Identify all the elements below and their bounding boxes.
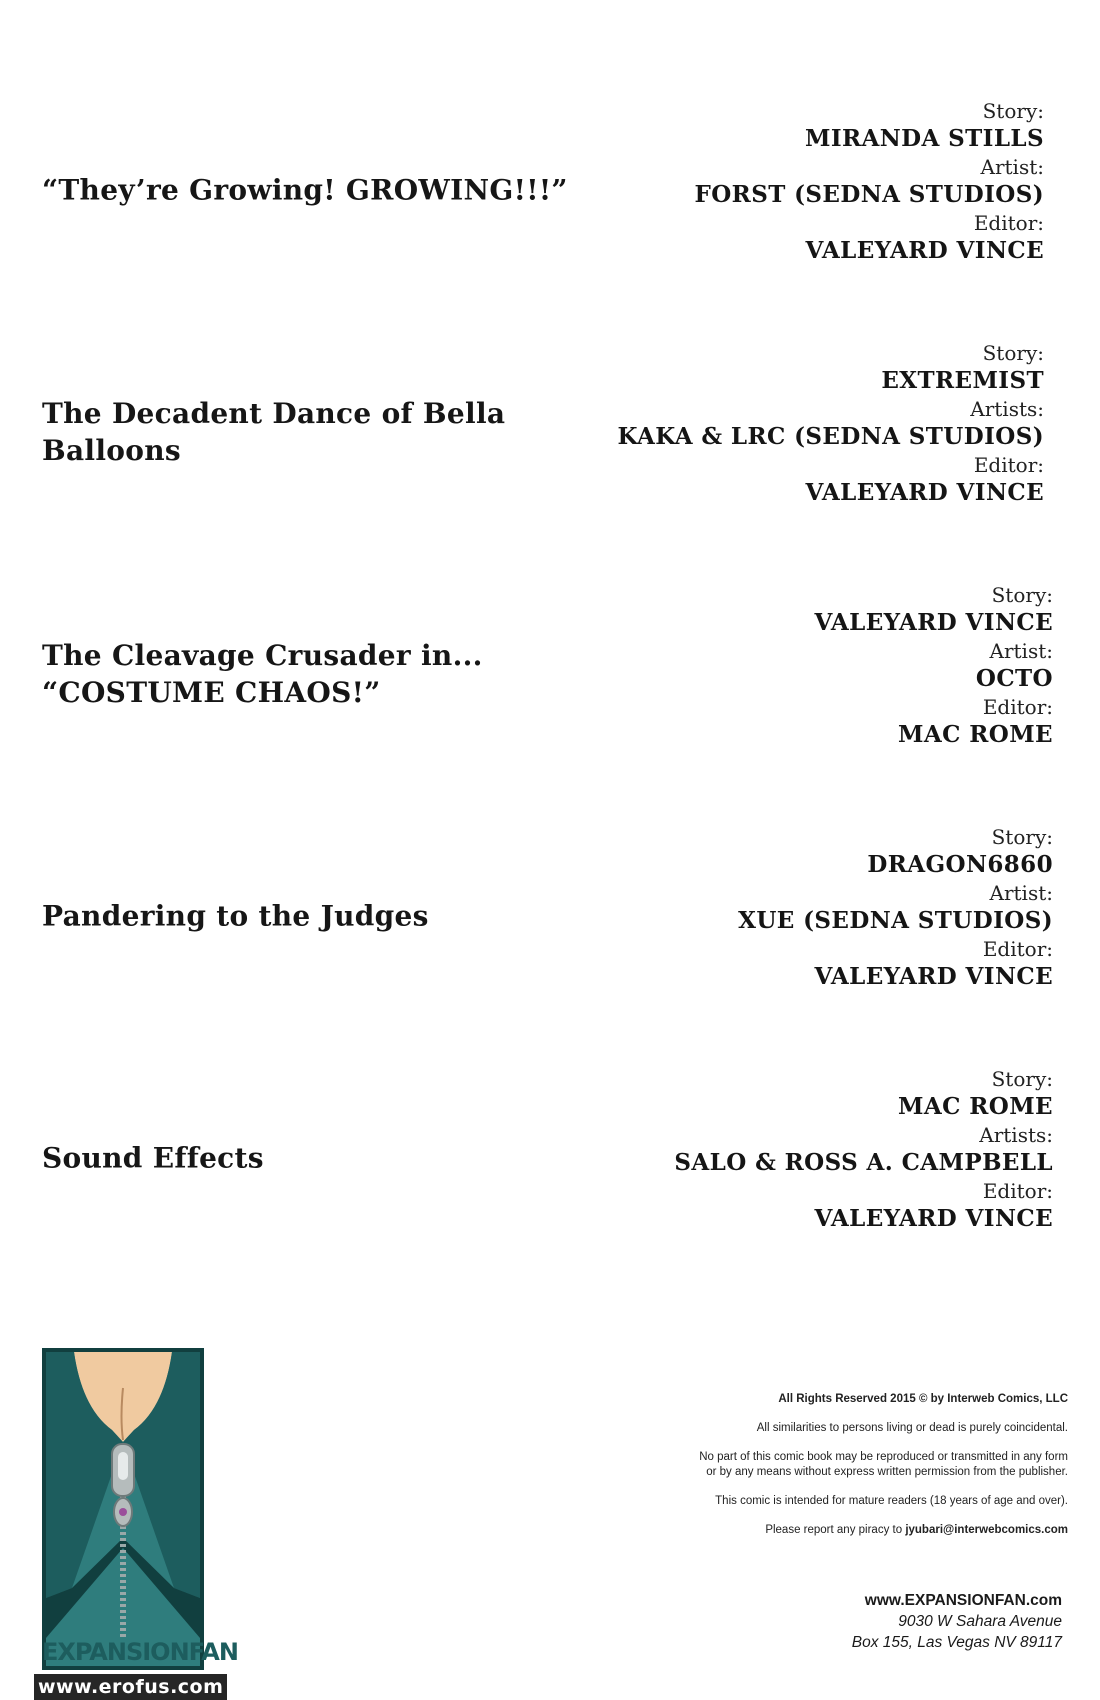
credit-name: VALEYARD VINCE	[805, 237, 1044, 264]
credit-role: Story:	[991, 1067, 1053, 1091]
piracy-prefix: Please report any piracy to	[765, 1524, 906, 1536]
credits	[533, 1068, 1053, 1236]
similarities-text: All similarities to persons living or dead is purely coincidental.	[756, 1422, 1068, 1434]
credit-role: Story:	[982, 99, 1044, 123]
credit-name: VALEYARD VINCE	[814, 963, 1053, 990]
reproduction-line-1: No part of this comic book may be reproduced or transmitted in any form	[699, 1451, 1068, 1463]
website-link[interactable]: www.EXPANSIONFAN.com	[864, 1592, 1062, 1609]
credit-role: Story:	[982, 341, 1044, 365]
credit-name: EXTREMIST	[881, 367, 1044, 394]
credit-role: Editor:	[982, 1179, 1053, 1203]
story-block-3	[0, 584, 1100, 764]
credit-role: Editor:	[982, 695, 1053, 719]
credits	[524, 342, 1044, 510]
credit-role: Artists:	[970, 397, 1044, 421]
credit-name: MAC ROME	[898, 1093, 1053, 1120]
story-block-4	[0, 826, 1100, 1006]
story-title	[42, 172, 602, 209]
credit-name: MIRANDA STILLS	[804, 125, 1044, 152]
credit-name: DRAGON6860	[867, 851, 1053, 878]
credit-name: VALEYARD VINCE	[814, 1205, 1053, 1232]
story-title	[42, 637, 602, 711]
story-block-2	[0, 342, 1100, 522]
credit-role: Editor:	[982, 937, 1053, 961]
story-title-line: “They’re Growing! GROWING!!!”	[42, 173, 568, 207]
rights-text: All Rights Reserved 2015 © by Interweb Comics, LLC	[778, 1393, 1068, 1405]
credit-role: Story:	[991, 583, 1053, 607]
credits	[533, 826, 1053, 994]
story-title-line: The Cleavage Crusader in...	[42, 639, 483, 672]
credits	[533, 584, 1053, 752]
credit-name: OCTO	[975, 665, 1053, 692]
story-block-1	[0, 100, 1100, 280]
credit-role: Editor:	[973, 211, 1044, 235]
legal-notice	[508, 1392, 1068, 1552]
credit-name: VALEYARD VINCE	[814, 609, 1053, 636]
logo-wordmark: EXPANSIONFAN	[42, 1638, 238, 1666]
credit-name: SALO & ROSS A. CAMPBELL	[674, 1149, 1053, 1176]
publisher-address	[662, 1590, 1062, 1653]
credit-role: Editor:	[973, 453, 1044, 477]
credit-name: FORST (SEDNA STUDIOS)	[694, 181, 1044, 208]
credit-name: KAKA & LRC (SEDNA STUDIOS)	[617, 423, 1044, 450]
story-title-line: Balloons	[42, 434, 181, 467]
credit-name: XUE (SEDNA STUDIOS)	[738, 907, 1053, 934]
story-title-line: Pandering to the Judges	[42, 899, 429, 933]
mature-text: This comic is intended for mature readers (18 years of age and over).	[715, 1495, 1068, 1507]
credits	[524, 100, 1044, 268]
site-watermark: www.erofus.com	[34, 1674, 227, 1700]
reproduction-line-2: or by any means without express written permission from the publisher.	[706, 1466, 1068, 1478]
story-title-line: Sound Effects	[42, 1141, 264, 1175]
credit-name: MAC ROME	[898, 721, 1053, 748]
credit-role: Artist:	[980, 155, 1044, 179]
story-block-5	[0, 1068, 1100, 1248]
story-title-line: “COSTUME CHAOS!”	[42, 676, 381, 709]
credit-role: Artist:	[989, 881, 1053, 905]
credit-role: Story:	[991, 825, 1053, 849]
zipper-logo-icon	[42, 1348, 238, 1670]
city-address: Box 155, Las Vegas NV 89117	[851, 1634, 1062, 1651]
street-address: 9030 W Sahara Avenue	[898, 1613, 1062, 1630]
piracy-text	[508, 1523, 1068, 1538]
piracy-email-link[interactable]: jyubari@interwebcomics.com	[905, 1524, 1068, 1536]
story-title-line: The Decadent Dance of Bella	[42, 397, 506, 430]
story-title	[42, 898, 602, 935]
reproduction-text	[508, 1450, 1068, 1480]
credit-name: VALEYARD VINCE	[805, 479, 1044, 506]
story-title	[42, 1140, 602, 1177]
publisher-logo	[42, 1348, 238, 1670]
credit-role: Artist:	[989, 639, 1053, 663]
credit-role: Artists:	[979, 1123, 1053, 1147]
story-title	[42, 395, 602, 469]
